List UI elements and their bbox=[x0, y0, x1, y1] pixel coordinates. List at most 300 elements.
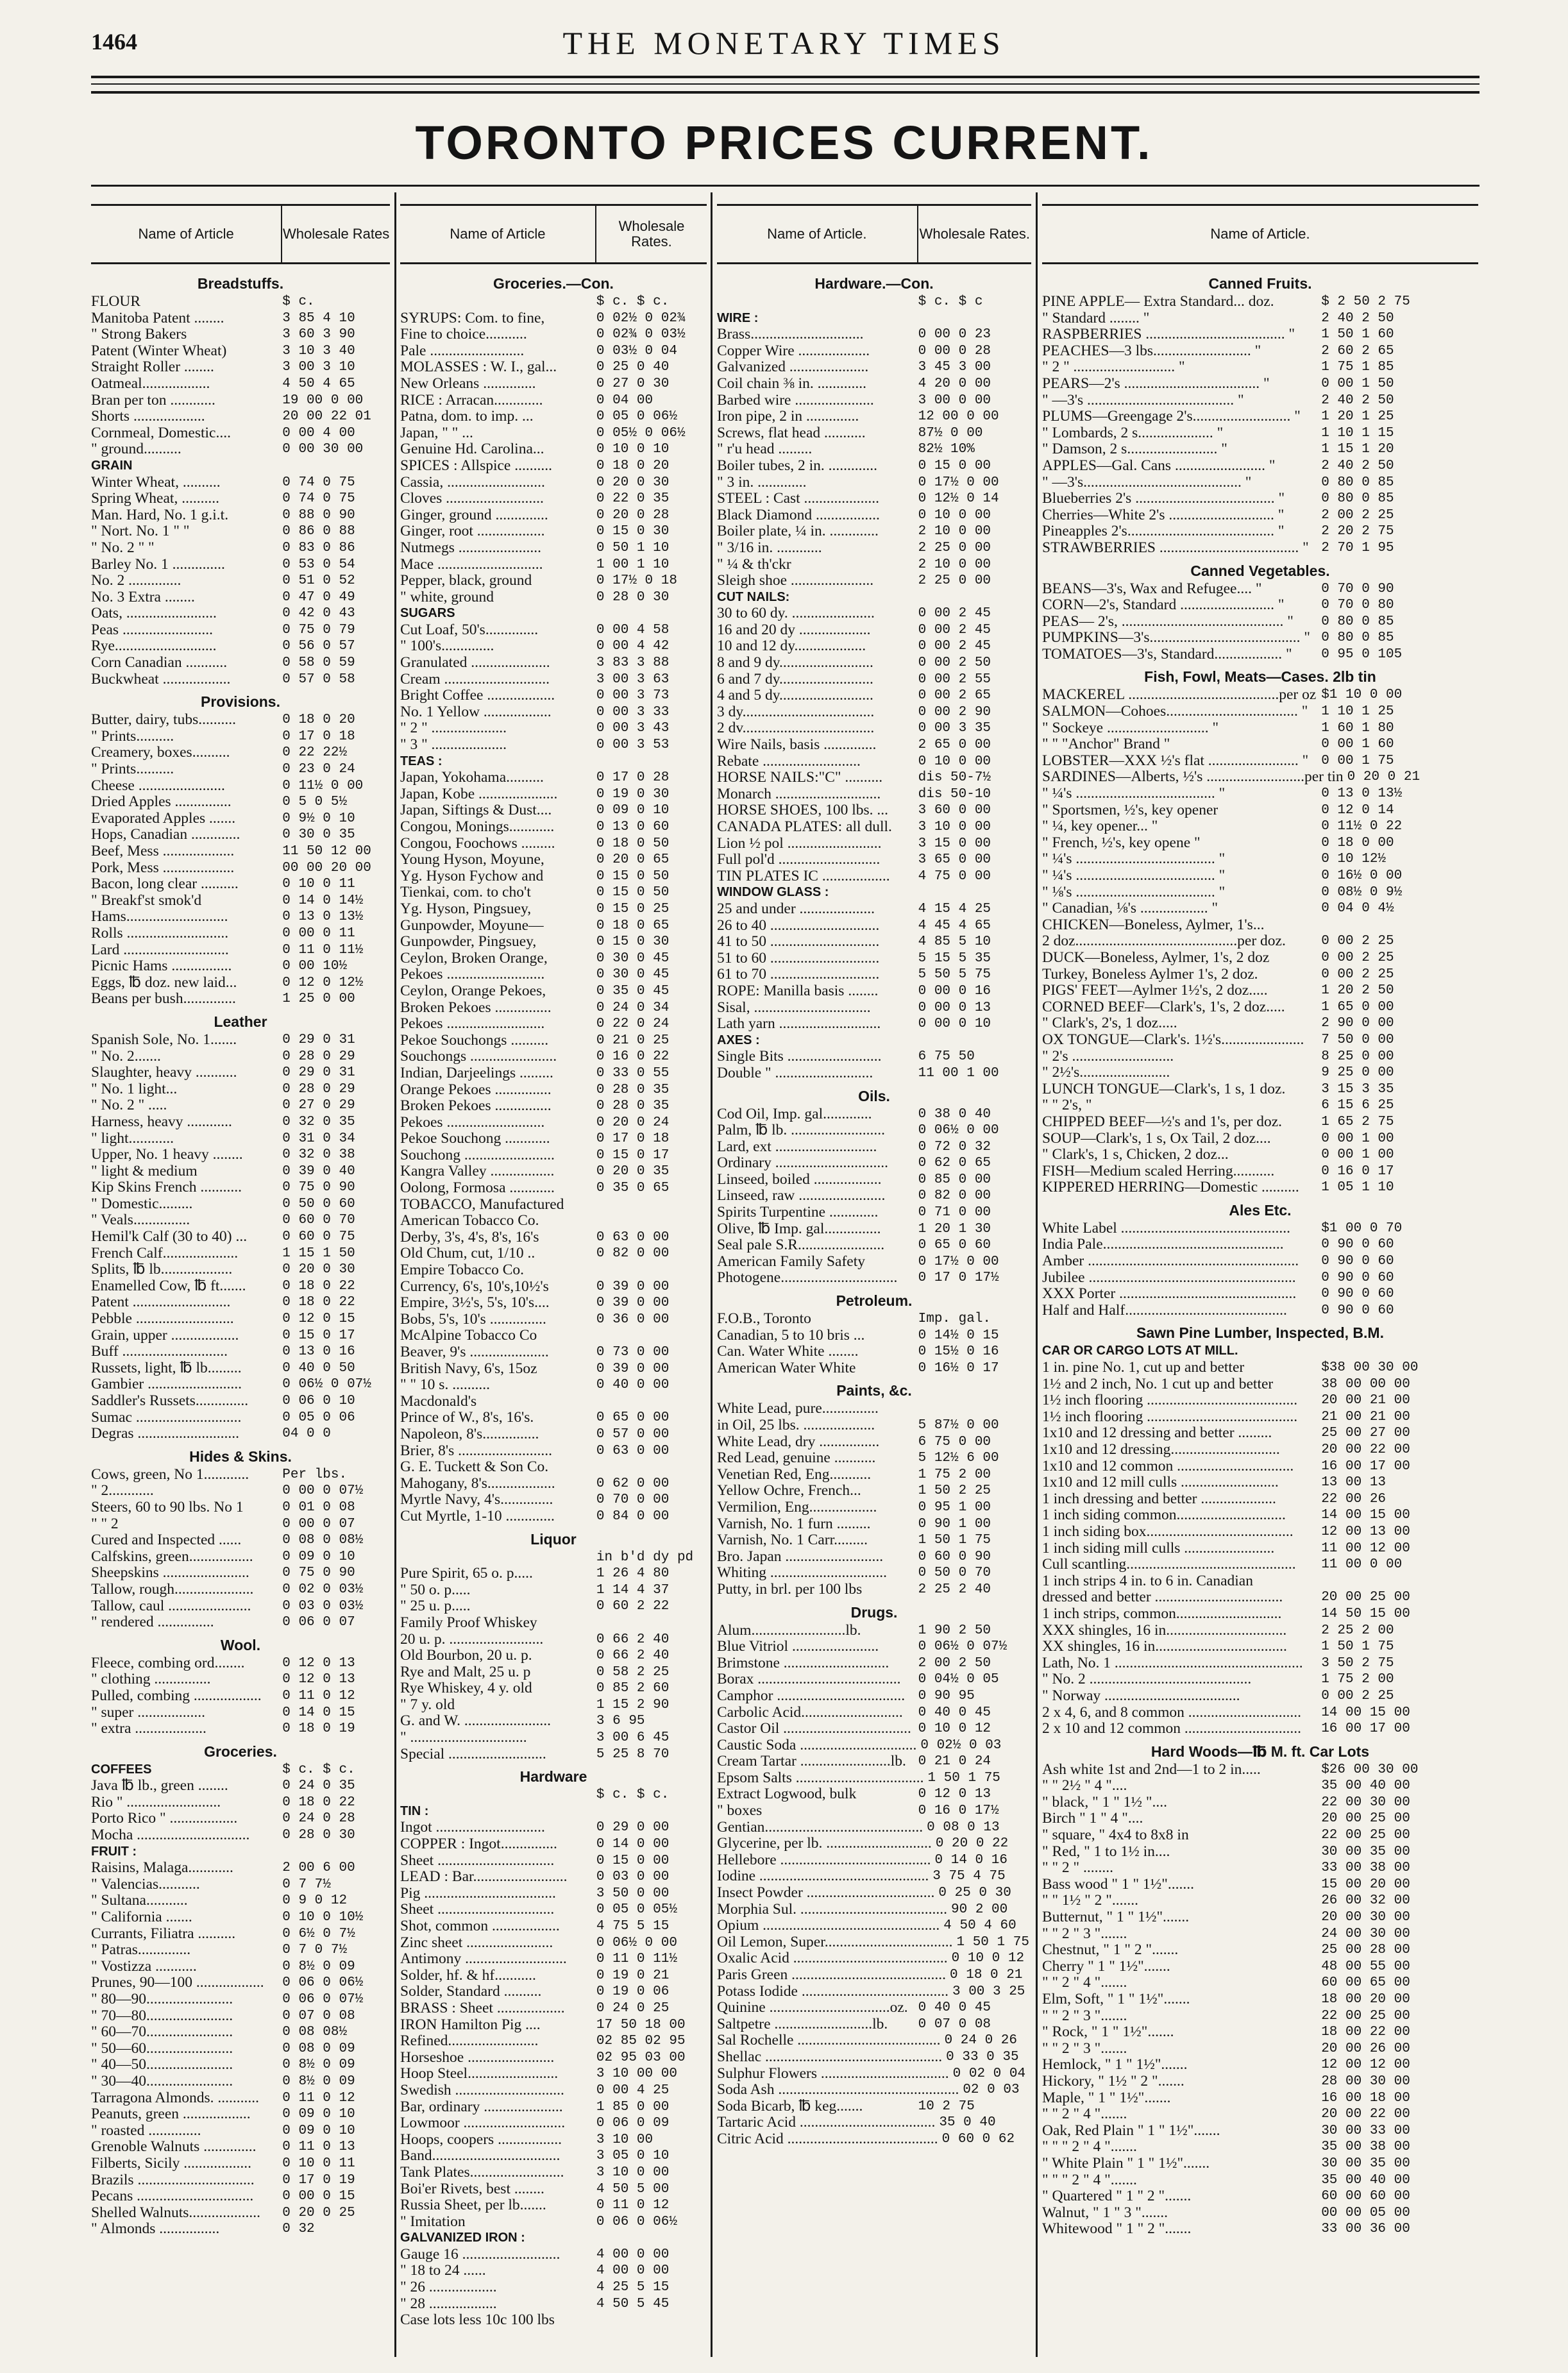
price-row bbox=[717, 1221, 1031, 1238]
wholesale-rate: 0 02½ 0 02¾ bbox=[596, 310, 686, 326]
price-row bbox=[400, 1886, 707, 1902]
header-name-of-article: Name of Article bbox=[138, 226, 234, 242]
price-row bbox=[1042, 1688, 1478, 1705]
price-row bbox=[400, 1000, 707, 1017]
wholesale-rate: 0 24 0 34 bbox=[596, 1000, 670, 1015]
price-row bbox=[1042, 1705, 1478, 1721]
wholesale-rate: 0 29 0 00 bbox=[596, 1820, 670, 1836]
article-name: " " 2 " ........ bbox=[1042, 1859, 1114, 1877]
wholesale-rate: 0 06 0 07 bbox=[282, 1615, 355, 1630]
article-name: " " 2 bbox=[91, 1515, 119, 1532]
wholesale-rate: 0 50 1 10 bbox=[596, 540, 670, 555]
price-row bbox=[400, 1984, 707, 2000]
wholesale-rate: $26 00 30 00 bbox=[1321, 1762, 1419, 1777]
wholesale-rate: 13 00 13 bbox=[1321, 1475, 1387, 1491]
price-row bbox=[1042, 597, 1478, 614]
wholesale-rate: 0 28 0 29 bbox=[282, 1049, 355, 1064]
article-name: Souchongs ....................... bbox=[400, 1048, 557, 1065]
price-row bbox=[91, 925, 390, 942]
wholesale-rate: 0 05 0 06½ bbox=[596, 409, 677, 425]
wholesale-rate: 5 15 5 35 bbox=[918, 950, 991, 966]
wholesale-rate: 0 00 3 35 bbox=[918, 721, 991, 736]
price-row bbox=[717, 1902, 1031, 1918]
price-row bbox=[91, 671, 390, 688]
article-name: Blueberries 2's ..................................... " bbox=[1042, 490, 1285, 507]
price-row bbox=[717, 1582, 1031, 1598]
article-name: Oats, ........................ bbox=[91, 605, 217, 622]
article-name: Epsom Salts .................................. bbox=[717, 1769, 924, 1786]
wholesale-rate: 0 08 0 08½ bbox=[282, 1533, 364, 1548]
price-row bbox=[400, 326, 707, 343]
wholesale-rate: 0 20 0 65 bbox=[596, 852, 670, 868]
article-name: Corn Canadian ........... bbox=[91, 654, 228, 671]
article-name: Cod Oil, Imp. gal............. bbox=[717, 1105, 872, 1122]
price-row bbox=[91, 2205, 390, 2222]
price-row bbox=[91, 1991, 390, 2008]
article-name: CANADA PLATES: all dull. bbox=[717, 818, 892, 835]
wholesale-rate: 0 65 0 00 bbox=[596, 1410, 670, 1426]
article-name: " Prints.......... bbox=[91, 761, 174, 778]
price-row bbox=[717, 786, 1031, 803]
column-header bbox=[1042, 204, 1478, 264]
wholesale-rate: 1 25 0 00 bbox=[282, 992, 355, 1007]
price-row bbox=[400, 2296, 707, 2313]
article-name: Linseed, boiled .................. bbox=[717, 1170, 882, 1188]
price-row bbox=[400, 1492, 707, 1508]
price-row bbox=[1042, 441, 1478, 458]
article-name: Tallow, rough..................... bbox=[91, 1580, 254, 1598]
wholesale-rate: 0 40 0 00 bbox=[596, 1378, 670, 1393]
wholesale-rate: 0 85 0 00 bbox=[918, 1172, 991, 1187]
article-name: Full pol'd ........................... bbox=[717, 851, 881, 868]
article-name: Pineapples 2's....................................... " bbox=[1042, 523, 1285, 540]
title-rule bbox=[91, 185, 1479, 187]
wholesale-rate: 20 00 22 00 bbox=[1321, 2107, 1410, 2122]
wholesale-rate: 33 00 38 00 bbox=[1321, 1861, 1410, 1876]
price-row bbox=[400, 1295, 707, 1312]
article-name: Kangra Valley ................. bbox=[400, 1163, 555, 1180]
article-name: Cull scantling............................................. bbox=[1042, 1556, 1296, 1573]
price-row bbox=[91, 991, 390, 1008]
price-row bbox=[91, 761, 390, 778]
wholesale-rate: 0 00 2 55 bbox=[918, 671, 991, 687]
article-name: Broken Pekoes ............... bbox=[400, 999, 552, 1016]
wholesale-rate: 38 00 00 00 bbox=[1321, 1376, 1410, 1392]
price-row bbox=[1042, 983, 1478, 999]
price-row bbox=[1042, 917, 1478, 934]
wholesale-rate: 0 35 0 45 bbox=[596, 983, 670, 999]
wholesale-rate: 0 00 0 15 bbox=[282, 2189, 355, 2204]
article-name: Antimony ........................... bbox=[400, 1950, 567, 1968]
wholesale-rate: 0 00 3 43 bbox=[596, 721, 670, 736]
article-name: Cornmeal, Domestic.... bbox=[91, 424, 231, 441]
price-row bbox=[400, 1344, 707, 1361]
price-row bbox=[717, 1671, 1031, 1688]
wholesale-rate: 0 00 4 00 bbox=[282, 425, 355, 441]
article-name: Nutmegs ...................... bbox=[400, 539, 541, 556]
article-name: Walnut, " 1 " 3 "....... bbox=[1042, 2204, 1168, 2221]
wholesale-rate: 30 00 33 00 bbox=[1321, 2123, 1410, 2138]
price-row bbox=[400, 688, 707, 704]
article-name: Camphor .................................. bbox=[717, 1687, 906, 1704]
price-row bbox=[1042, 950, 1478, 967]
article-name: TIN PLATES IC .................. bbox=[717, 867, 890, 884]
price-row bbox=[1042, 900, 1478, 917]
wholesale-rate: 10 2 75 bbox=[918, 2099, 975, 2114]
price-row bbox=[1042, 1458, 1478, 1475]
article-name: " French, ½'s, key opene " bbox=[1042, 834, 1201, 851]
wholesale-rate: 3 50 0 00 bbox=[596, 1886, 670, 1901]
article-name: Shellac ............................................... bbox=[717, 2048, 943, 2065]
article-name: Bro. Japan .......................... bbox=[717, 1548, 884, 1565]
article-name: MACKEREL ........................................per oz bbox=[1042, 686, 1317, 704]
price-row bbox=[1042, 802, 1478, 819]
price-row bbox=[400, 540, 707, 557]
wholesale-rate: 0 63 0 00 bbox=[596, 1229, 670, 1245]
wholesale-rate: 4 15 4 25 bbox=[918, 901, 991, 916]
article-name: Boiler plate, ¼ in. ............. bbox=[717, 523, 879, 540]
article-name: Canadian, 5 to 10 bris ... bbox=[717, 1326, 865, 1344]
wholesale-rate: 0 25 0 30 bbox=[938, 1886, 1011, 1901]
article-name: SYRUPS: Com. to fine, bbox=[400, 309, 545, 326]
article-name: Pekoe Souchong ............ bbox=[400, 1130, 550, 1147]
wholesale-rate: 0 73 0 00 bbox=[596, 1345, 670, 1360]
wholesale-rate: 0 02 0 04 bbox=[952, 2066, 1026, 2081]
wholesale-rate: 0 00 0 16 bbox=[918, 983, 991, 999]
wholesale-rate: 14 50 15 00 bbox=[1321, 1606, 1410, 1621]
price-column-1 bbox=[91, 204, 390, 2356]
wholesale-rate bbox=[593, 1394, 707, 1410]
wholesale-rate: 2 70 1 95 bbox=[1321, 540, 1394, 555]
article-name: Yg. Hyson, Pingsuey, bbox=[400, 900, 532, 917]
wholesale-rate: 0 39 0 00 bbox=[596, 1279, 670, 1294]
wholesale-rate: 0 05½ 0 06½ bbox=[596, 425, 686, 441]
article-name: Russia Sheet, per lb....... bbox=[400, 2197, 546, 2214]
price-row bbox=[400, 1377, 707, 1394]
article-name: Prince of W., 8's, 16's. bbox=[400, 1409, 534, 1426]
wholesale-rate: 0 33 0 55 bbox=[596, 1065, 670, 1081]
wholesale-rate: 0 7 0 7½ bbox=[282, 1943, 348, 1958]
article-name: " rendered ............... bbox=[91, 1614, 214, 1631]
price-row bbox=[91, 1655, 390, 1672]
price-row bbox=[400, 1147, 707, 1164]
price-row bbox=[400, 967, 707, 983]
wholesale-rate: 3 00 6 45 bbox=[596, 1730, 670, 1746]
price-row bbox=[91, 507, 390, 524]
article-name: G. and W. ....................... bbox=[400, 1712, 551, 1730]
wholesale-rate: 0 11 0 12 bbox=[282, 1688, 355, 1703]
price-row bbox=[400, 2181, 707, 2198]
article-name: Ginger, root .................. bbox=[400, 523, 545, 540]
price-row bbox=[717, 409, 1031, 425]
wholesale-rate: 0 00 3 53 bbox=[596, 738, 670, 753]
wholesale-rate: 0 18 0 19 bbox=[282, 1721, 355, 1737]
price-row bbox=[717, 754, 1031, 770]
price-row bbox=[91, 2123, 390, 2140]
wholesale-rate: 0 28 0 29 bbox=[282, 1081, 355, 1097]
article-name: Whitewood " 1 " 2 "....... bbox=[1042, 2220, 1192, 2238]
price-row bbox=[91, 1778, 390, 1795]
price-row bbox=[1042, 1425, 1478, 1442]
price-row bbox=[1042, 1131, 1478, 1147]
price-row bbox=[91, 441, 390, 458]
article-name: " ¼ & th'ckr bbox=[717, 555, 791, 573]
price-row bbox=[91, 811, 390, 827]
price-row bbox=[400, 310, 707, 327]
article-name: Hoops, coopers ................. bbox=[400, 2131, 562, 2148]
price-row bbox=[1042, 1557, 1478, 1573]
wholesale-rate: 0 82 0 00 bbox=[918, 1188, 991, 1204]
price-row bbox=[1042, 1376, 1478, 1393]
article-name: Rolls ........................... bbox=[91, 924, 229, 942]
wholesale-rate: 20 00 30 00 bbox=[1321, 1910, 1410, 1925]
price-row bbox=[1042, 1991, 1478, 2008]
article-name: Saddler's Russets.............. bbox=[91, 1392, 249, 1409]
wholesale-rate: 0 95 1 00 bbox=[918, 1499, 991, 1515]
wholesale-rate: 4 75 0 00 bbox=[918, 868, 991, 884]
price-row bbox=[91, 310, 390, 327]
wholesale-rate: 3 75 4 75 bbox=[932, 1869, 1006, 1884]
article-name: 1 inch siding common............................. bbox=[1042, 1507, 1286, 1524]
price-row bbox=[400, 2000, 707, 2017]
wholesale-rate: 0 17½ 0 00 bbox=[918, 475, 999, 490]
price-row bbox=[717, 655, 1031, 671]
wholesale-rate: 35 00 38 00 bbox=[1321, 2140, 1410, 2155]
price-row bbox=[91, 1294, 390, 1311]
article-name: " 2½'s........................ bbox=[1042, 1064, 1170, 1081]
subheading-row bbox=[1042, 1343, 1478, 1360]
price-row bbox=[400, 1820, 707, 1836]
article-name: Calfskins, green................. bbox=[91, 1548, 253, 1565]
article-name: American Water White bbox=[717, 1359, 856, 1376]
wholesale-rate bbox=[1317, 917, 1478, 934]
article-name: White Label ............................................. bbox=[1042, 1219, 1291, 1237]
price-row bbox=[1042, 1032, 1478, 1049]
price-row bbox=[717, 2082, 1031, 2099]
article-name: " ¼'s ..................................... " bbox=[1042, 850, 1226, 868]
article-name: Java ℔ lb., green ........ bbox=[91, 1777, 228, 1795]
article-name: " Strong Bakers bbox=[91, 326, 187, 343]
wholesale-rate: 5 12½ 6 00 bbox=[918, 1451, 999, 1466]
column-divider bbox=[394, 192, 396, 2357]
price-row bbox=[1042, 2156, 1478, 2172]
wholesale-rate: 04 0 0 bbox=[282, 1426, 331, 1442]
price-row bbox=[400, 622, 707, 639]
article-name: Degras ........................... bbox=[91, 1425, 240, 1442]
article-name: Elm, Soft, " 1 " 1½"....... bbox=[1042, 1991, 1190, 2007]
article-name: DUCK—Boneless, Aylmer, 1's, 2 doz bbox=[1042, 949, 1270, 966]
price-row bbox=[400, 1098, 707, 1115]
article-name: " clothing ............... bbox=[91, 1671, 211, 1688]
article-name: Whiting ............................... bbox=[717, 1564, 888, 1582]
wholesale-rate: 0 8½ 0 09 bbox=[282, 2057, 355, 2073]
wholesale-rate bbox=[593, 2312, 707, 2329]
page-title: TORONTO PRICES CURRENT. bbox=[415, 116, 1153, 169]
price-row bbox=[91, 729, 390, 745]
article-name: Fine to choice........... bbox=[400, 326, 527, 343]
price-row bbox=[717, 425, 1031, 442]
article-name: " 18 to 24 ...... bbox=[400, 2262, 486, 2279]
article-name: " ¼, key opener... " bbox=[1042, 818, 1158, 835]
article-name: Venetian Red, Eng........... bbox=[717, 1465, 872, 1483]
price-row bbox=[717, 1565, 1031, 1582]
article-name: 2 doz...........................................per doz. bbox=[1042, 933, 1286, 950]
article-name: " —3's ....................................... " bbox=[1042, 391, 1244, 409]
article-name: Buff ............................ bbox=[91, 1343, 228, 1360]
wholesale-rate: 02 0 03 bbox=[963, 2082, 1020, 2098]
article-name: Sheet ............................... bbox=[400, 1901, 555, 1918]
article-name: Alum.........................lb. bbox=[717, 1621, 861, 1639]
article-name: Gauge 16 .......................... bbox=[400, 2245, 561, 2263]
wholesale-rate: 0 17 0 19 bbox=[282, 2172, 355, 2188]
article-name: Morphia Sul. ....................................... bbox=[717, 1900, 948, 1918]
article-name: SPICES : Allspice .......... bbox=[400, 457, 552, 474]
price-row bbox=[1042, 2139, 1478, 2156]
price-row bbox=[400, 737, 707, 754]
wholesale-rate: 0 00 2 45 bbox=[918, 622, 991, 638]
article-name: Sleigh shoe ...................... bbox=[717, 572, 874, 589]
header-wholesale-rates: Wholesale Rates bbox=[281, 206, 390, 262]
price-row bbox=[1042, 1491, 1478, 1508]
price-row bbox=[1042, 1541, 1478, 1557]
article-name: " Clark's, 2's, 1 doz..... bbox=[1042, 1015, 1177, 1032]
wholesale-rate: 12 00 13 00 bbox=[1321, 1524, 1410, 1539]
article-name: Congou, Monings............ bbox=[400, 818, 555, 835]
section-heading: Fish, Fowl, Meats—Cases. 2lb tin bbox=[1144, 668, 1376, 686]
wholesale-rate: dis 50-7½ bbox=[918, 770, 991, 786]
wholesale-rate: 0 14 0 16 bbox=[934, 1852, 1007, 1868]
article-name: G. E. Tuckett & Son Co. bbox=[400, 1458, 549, 1476]
article-name: Gunpowder, Pingsuey, bbox=[400, 933, 537, 950]
wholesale-rate: 0 30 0 35 bbox=[282, 827, 355, 843]
price-row bbox=[400, 1246, 707, 1262]
section-heading: Provisions. bbox=[201, 693, 280, 711]
wholesale-rate: 0 90 0 60 bbox=[1321, 1303, 1394, 1318]
article-name: PIGS' FEET—Aylmer 1½'s, 2 doz..... bbox=[1042, 982, 1268, 999]
wholesale-rate bbox=[915, 884, 1031, 901]
article-name: Opium ............................................... bbox=[717, 1917, 940, 1934]
wholesale-rate: 0 22 22½ bbox=[282, 745, 348, 761]
article-name: " 50 o. p..... bbox=[400, 1581, 471, 1598]
wholesale-rate: 0 11 0 12 bbox=[596, 2198, 670, 2213]
article-name: Filberts, Sicily .................. bbox=[91, 2154, 252, 2172]
article-name: 41 to 50 ............................. bbox=[717, 933, 880, 950]
article-name: " Patras.............. bbox=[91, 1941, 191, 1959]
price-row bbox=[717, 1532, 1031, 1549]
price-row bbox=[717, 802, 1031, 819]
article-name: Splits, ℔ lb................... bbox=[91, 1261, 233, 1278]
price-row bbox=[717, 1401, 1031, 1417]
wholesale-rate: 2 00 6 00 bbox=[282, 1861, 355, 1876]
wholesale-rate: 20 00 22 01 bbox=[282, 409, 371, 425]
article-name: " " " 2 " 4 "....... bbox=[1042, 2138, 1137, 2156]
wholesale-rate: 0 36 0 00 bbox=[596, 1312, 670, 1327]
price-row bbox=[91, 638, 390, 655]
article-name: Pecans ............................... bbox=[91, 2188, 254, 2205]
article-name: in Oil, 25 lbs. ................... bbox=[717, 1417, 875, 1433]
price-row bbox=[91, 712, 390, 729]
price-row bbox=[717, 1967, 1031, 1984]
price-row bbox=[400, 1648, 707, 1664]
wholesale-rate bbox=[1317, 1343, 1478, 1360]
price-row bbox=[91, 1131, 390, 1147]
wholesale-rate: 0 21 0 24 bbox=[918, 1754, 991, 1769]
price-row bbox=[91, 1811, 390, 1827]
article-name: Beans per bush.............. bbox=[91, 990, 236, 1008]
article-name: Brier, 8's ......................... bbox=[400, 1442, 552, 1459]
wholesale-rate: 6 15 6 25 bbox=[1321, 1098, 1394, 1113]
article-name: Insect Powder .................................. bbox=[717, 1884, 935, 1902]
article-name: Young Hyson, Moyune, bbox=[400, 851, 544, 868]
price-row bbox=[91, 1081, 390, 1098]
price-row bbox=[91, 778, 390, 795]
price-row bbox=[1042, 736, 1478, 753]
wholesale-rate: 12 00 0 00 bbox=[918, 409, 999, 425]
price-row bbox=[400, 983, 707, 1000]
wholesale-rate: 0 24 0 25 bbox=[596, 2000, 670, 2016]
price-row bbox=[1042, 2188, 1478, 2205]
price-row bbox=[400, 2082, 707, 2099]
wholesale-rate: 02 85 02 95 bbox=[596, 2034, 686, 2049]
article-name: CORNED BEEF—Clark's, 1's, 2 doz..... bbox=[1042, 998, 1285, 1015]
article-name: LEAD : Bar......................... bbox=[400, 1868, 568, 1886]
price-row bbox=[91, 1114, 390, 1131]
wholesale-rate: 4 50 4 60 bbox=[943, 1918, 1016, 1934]
wholesale-rate: 0 28 0 35 bbox=[596, 1082, 670, 1097]
article-name: Lard ............................ bbox=[91, 941, 229, 958]
price-row bbox=[1042, 1860, 1478, 1877]
wholesale-rate: 4 85 5 10 bbox=[918, 934, 991, 950]
wholesale-rate: 0 83 0 86 bbox=[282, 540, 355, 555]
wholesale-rate: 0 06 0 07½ bbox=[282, 1992, 364, 2007]
wholesale-rate: 2 60 2 65 bbox=[1321, 343, 1394, 359]
wholesale-rate: 2 25 0 00 bbox=[918, 540, 991, 555]
subheading: AXES : bbox=[717, 1033, 760, 1047]
wholesale-rate: 1 50 1 60 bbox=[1321, 327, 1394, 342]
price-row bbox=[400, 770, 707, 786]
article-name: Cherries—White 2's ............................ " bbox=[1042, 506, 1285, 523]
article-name: Pekoes .......................... bbox=[400, 1015, 545, 1033]
article-name: " 100's.............. bbox=[400, 638, 494, 655]
price-row bbox=[91, 294, 390, 310]
wholesale-rate: 0 90 0 60 bbox=[1321, 1254, 1394, 1269]
article-name: Orange Pekoes ............... bbox=[400, 1081, 552, 1098]
wholesale-rate: 0 15 0 30 bbox=[596, 934, 670, 950]
wholesale-rate: 0 19 0 30 bbox=[596, 786, 670, 802]
wholesale-rate: 0 05 0 06 bbox=[282, 1410, 355, 1425]
price-row bbox=[1042, 523, 1478, 540]
wholesale-rate: 0 40 0 50 bbox=[282, 1360, 355, 1376]
article-name: American Tobacco Co. bbox=[400, 1212, 539, 1229]
wholesale-rate: 1 26 4 80 bbox=[596, 1566, 670, 1582]
article-name: COPPER : Ingot............... bbox=[400, 1836, 557, 1853]
price-row bbox=[1042, 720, 1478, 737]
unit-row bbox=[400, 1550, 707, 1566]
article-name: " 2's ........................... bbox=[1042, 1047, 1174, 1065]
article-name: " ¼'s ..................................... " bbox=[1042, 785, 1226, 802]
wholesale-rate: 1 15 1 50 bbox=[282, 1246, 355, 1261]
article-name: Buckwheat .................. bbox=[91, 670, 231, 688]
wholesale-rate: 0 22 0 24 bbox=[596, 1017, 670, 1032]
article-name: Horseshoe ....................... bbox=[400, 2048, 555, 2066]
article-name: XXX shingles, 16 in................................ bbox=[1042, 1621, 1287, 1639]
section-heading: Breadstuffs. bbox=[197, 275, 284, 292]
article-name: 26 to 40 ............................. bbox=[717, 916, 880, 934]
wholesale-rate: 0 00 1 75 bbox=[1321, 753, 1394, 768]
wholesale-rate: 0 17 0 28 bbox=[596, 770, 670, 786]
article-name: Spring Wheat, .......... bbox=[91, 490, 219, 507]
article-name: 1x10 and 12 dressing and better ......... bbox=[1042, 1424, 1272, 1442]
